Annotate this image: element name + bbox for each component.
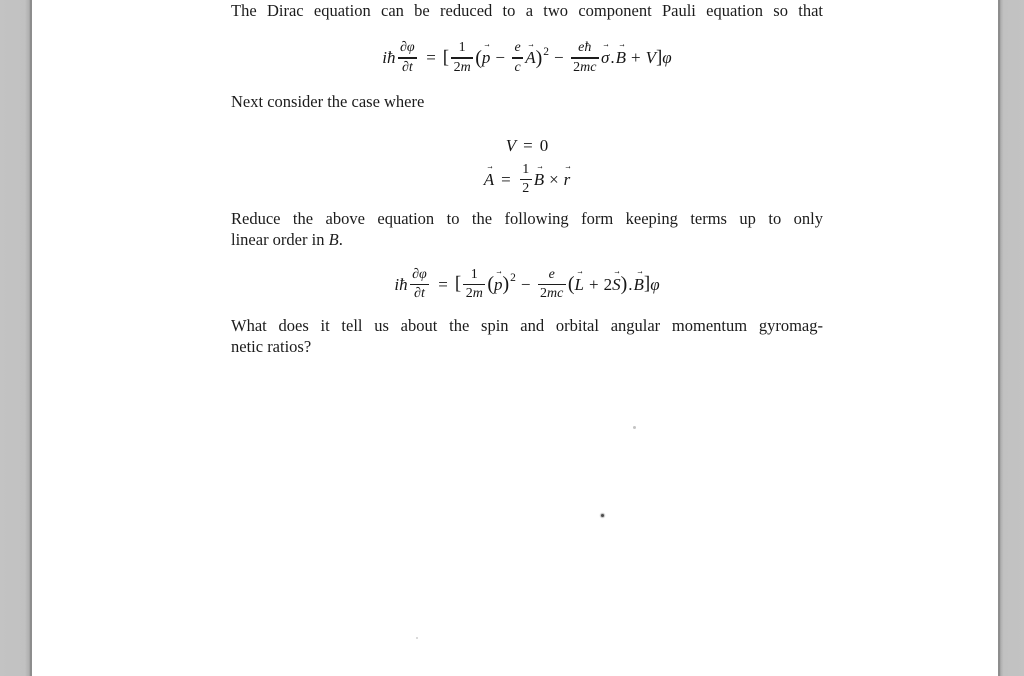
- vector-arrow-icon: →: [564, 160, 572, 172]
- math-r: r: [563, 169, 571, 189]
- math-A: A: [483, 169, 495, 189]
- math-mc: mc: [547, 285, 564, 301]
- document-content: [231, 0, 823, 357]
- left-bracket: [: [442, 47, 450, 69]
- denominator: c: [514, 59, 521, 75]
- fraction-e-c: [512, 40, 523, 75]
- equation-v-zero: [231, 135, 823, 156]
- fraction-bar: [538, 284, 566, 285]
- equals-sign: =: [501, 169, 511, 189]
- digit: 2: [540, 285, 548, 301]
- period: .: [338, 230, 343, 250]
- vector-A: [525, 39, 536, 68]
- vector-p: [494, 265, 504, 295]
- math-m: m: [472, 285, 483, 301]
- vector-B: [633, 265, 644, 295]
- math-phi: φ: [662, 48, 672, 68]
- numerator: 1: [522, 161, 530, 177]
- numerator: ∂φ: [412, 266, 427, 282]
- math-sigma: σ: [600, 48, 610, 68]
- fraction-dphi-dt: [410, 267, 430, 302]
- plus-sign: +: [630, 48, 641, 68]
- vector-arrow-icon: →: [635, 265, 644, 277]
- equation-reduced: [231, 262, 823, 306]
- numerator: e: [548, 266, 555, 282]
- fraction-1-2m: [451, 40, 473, 75]
- fraction-1-2m: [463, 267, 485, 302]
- scan-speck: [601, 514, 604, 517]
- math-V: V: [645, 48, 656, 68]
- math-phi: φ: [650, 274, 660, 294]
- document-page: [32, 0, 998, 676]
- fraction-bar: [520, 179, 532, 180]
- vector-S: [612, 265, 622, 295]
- numerator: eħ: [578, 40, 592, 56]
- left-paren: (: [487, 272, 494, 295]
- denominator: [463, 286, 485, 302]
- vector-arrow-icon: →: [527, 39, 536, 51]
- digit: 2: [465, 285, 473, 301]
- fraction-bar: [398, 57, 418, 58]
- fraction-bar: [410, 284, 430, 285]
- math-p: p: [481, 48, 491, 68]
- numerator: e: [514, 40, 521, 56]
- math-B: B: [615, 48, 626, 68]
- vector-A: [483, 160, 495, 190]
- vector-r: [563, 160, 572, 190]
- fraction-bar: [571, 57, 599, 58]
- digit-zero: 0: [539, 136, 549, 155]
- math-i-hbar: iħ: [394, 274, 408, 294]
- vector-arrow-icon: →: [576, 265, 585, 277]
- math-V: V: [505, 136, 517, 155]
- left-paren: (: [567, 272, 575, 295]
- superscript-2: 2: [543, 45, 550, 58]
- paragraph-question: [231, 315, 823, 357]
- left-gutter: [0, 0, 32, 676]
- vector-sigma: [600, 39, 610, 68]
- superscript-2: 2: [510, 272, 516, 285]
- digit: 2: [573, 59, 581, 75]
- vector-B: [533, 160, 545, 190]
- scan-speck: [416, 637, 418, 639]
- text: linear order in: [231, 230, 329, 250]
- math-A: A: [525, 48, 536, 68]
- fraction-e-2mc: [538, 267, 566, 302]
- paragraph-reduce-line2: [231, 229, 823, 250]
- minus-sign: −: [520, 274, 531, 294]
- math-i-hbar: iħ: [382, 48, 396, 68]
- equals-sign: =: [438, 274, 448, 294]
- vector-arrow-icon: →: [483, 39, 491, 51]
- cross-product-sign: ×: [549, 169, 559, 189]
- right-gutter: [998, 0, 1024, 676]
- equals-sign: =: [523, 136, 533, 155]
- math-L: L: [574, 274, 584, 294]
- math-mc: mc: [580, 59, 597, 75]
- math-S: S: [612, 274, 621, 294]
- math-B: B: [328, 230, 339, 250]
- vector-arrow-icon: →: [602, 39, 610, 51]
- right-paren: ): [620, 272, 628, 295]
- fraction-1-2: [520, 162, 532, 197]
- numerator: 1: [458, 40, 466, 56]
- vector-B: [615, 39, 626, 68]
- vector-p: [481, 39, 491, 68]
- numerator: ∂φ: [400, 40, 415, 56]
- vector-arrow-icon: →: [618, 39, 626, 51]
- equation-pauli: [231, 36, 823, 80]
- math-m: m: [460, 59, 471, 75]
- numerator: 1: [470, 266, 478, 282]
- denominator: 2: [522, 180, 530, 196]
- vector-L: [574, 265, 585, 295]
- dot-operator: .: [610, 48, 615, 68]
- math-B: B: [533, 169, 545, 189]
- right-bracket: ]: [643, 273, 651, 295]
- right-paren: ): [535, 46, 543, 69]
- fraction-bar: [451, 57, 473, 58]
- fraction-bar: [512, 57, 523, 58]
- fraction-bar: [463, 284, 485, 285]
- denominator: ∂t: [414, 285, 425, 301]
- vector-arrow-icon: →: [486, 160, 494, 172]
- equation-vector-potential: [231, 159, 823, 199]
- dot-operator: .: [628, 274, 633, 294]
- paragraph-next-case: Next consider the case where: [231, 92, 425, 111]
- right-bracket: ]: [655, 47, 663, 69]
- digit: 2: [453, 59, 461, 75]
- equals-sign: =: [426, 48, 436, 68]
- paragraph-reduce: [231, 208, 823, 250]
- math-p: p: [494, 274, 503, 294]
- denominator: [451, 60, 473, 76]
- minus-sign: −: [495, 48, 505, 68]
- digit: 2: [603, 274, 613, 294]
- vector-arrow-icon: →: [495, 265, 504, 277]
- vector-arrow-icon: →: [613, 265, 622, 277]
- paragraph-intro: The Dirac equation can be reduced to a two component Pauli equation so that: [231, 1, 823, 20]
- paragraph-question-line1: What does it tell us about the spin and orbital angular momentum gyromag-: [231, 316, 823, 336]
- right-paren: ): [502, 272, 510, 295]
- fraction-dphi-dt: [398, 40, 418, 75]
- fraction-ehbar-2mc: [571, 40, 599, 75]
- vector-arrow-icon: →: [536, 160, 544, 172]
- plus-sign: +: [588, 274, 599, 294]
- minus-sign: −: [554, 48, 564, 68]
- paragraph-question-line2: netic ratios?: [231, 337, 312, 357]
- denominator: ∂t: [401, 59, 413, 75]
- paragraph-reduce-line1: Reduce the above equation to the following form keeping terms up to only: [231, 209, 823, 229]
- math-B: B: [633, 274, 644, 294]
- denominator: [571, 60, 599, 76]
- left-bracket: [: [454, 273, 462, 295]
- left-paren: (: [475, 46, 482, 69]
- denominator: [538, 286, 566, 302]
- scan-speck: [633, 426, 636, 429]
